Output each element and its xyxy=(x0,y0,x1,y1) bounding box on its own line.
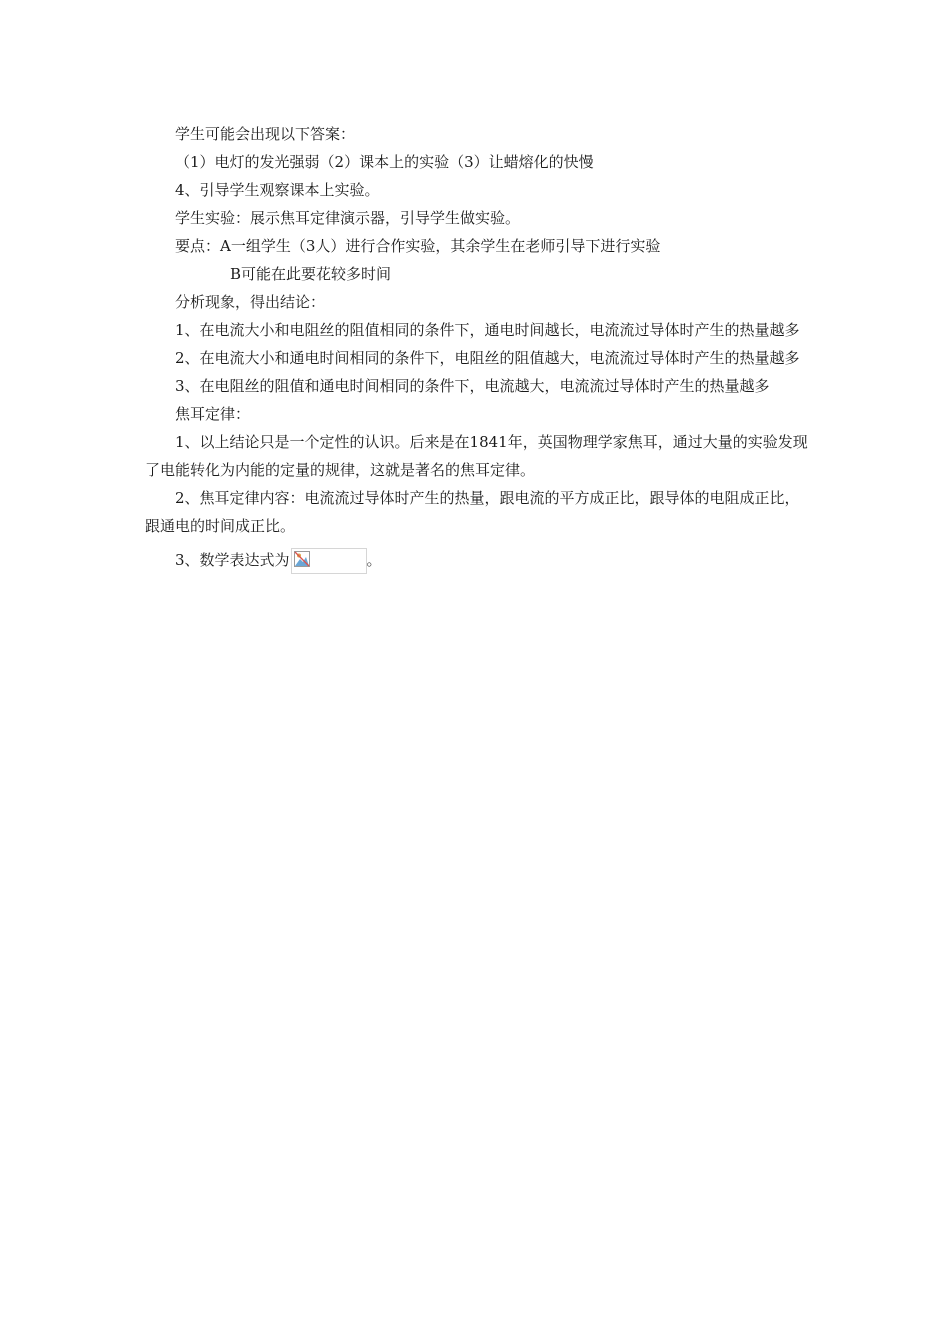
paragraph-formula xyxy=(145,546,810,574)
paragraph-possible-answers: 学生可能会出现以下答案： xyxy=(175,125,356,143)
paragraph-conclusion-2: 2、在电流大小和通电时间相同的条件下，电阻丝的阻值越大，电流流过导体时产生的热量越多 xyxy=(175,349,800,367)
formula-prefix: 3、数学表达式为 xyxy=(175,551,290,569)
formula-suffix: 。 xyxy=(366,551,382,569)
paragraph-joule-law-2: 2、焦耳定律内容：电流流过导体时产生的热量，跟电流的平方成正比，跟导体的电阻成正比，跟通电的时间成正比。 xyxy=(145,489,800,535)
paragraph-analysis-heading: 分析现象，得出结论： xyxy=(175,293,326,311)
paragraph-key-points-b: B可能在此要花较多时间 xyxy=(230,265,392,283)
document-body xyxy=(145,120,810,574)
paragraph-step-4: 4、引导学生观察课本上实验。 xyxy=(175,181,380,199)
broken-image-icon xyxy=(294,551,310,567)
paragraph-joule-law-1: 1、以上结论只是一个定性的认识。后来是在1841年，英国物理学家焦耳，通过大量的实验发现了电能转化为内能的定量的规律，这就是著名的焦耳定律。 xyxy=(145,433,808,479)
paragraph-answer-list: （1）电灯的发光强弱（2）课本上的实验（3）让蜡熔化的快慢 xyxy=(175,153,594,171)
paragraph-joule-law-heading: 焦耳定律： xyxy=(175,405,251,423)
formula-image xyxy=(291,548,367,574)
paragraph-student-experiment: 学生实验：展示焦耳定律演示器，引导学生做实验。 xyxy=(175,209,521,227)
paragraph-key-points-a: 要点：A一组学生（3人）进行合作实验，其余学生在老师引导下进行实验 xyxy=(175,237,661,255)
paragraph-conclusion-1: 1、在电流大小和电阻丝的阻值相同的条件下，通电时间越长，电流流过导体时产生的热量越多 xyxy=(175,321,800,339)
paragraph-conclusion-3: 3、在电阻丝的阻值和通电时间相同的条件下，电流越大，电流流过导体时产生的热量越多 xyxy=(175,377,770,395)
